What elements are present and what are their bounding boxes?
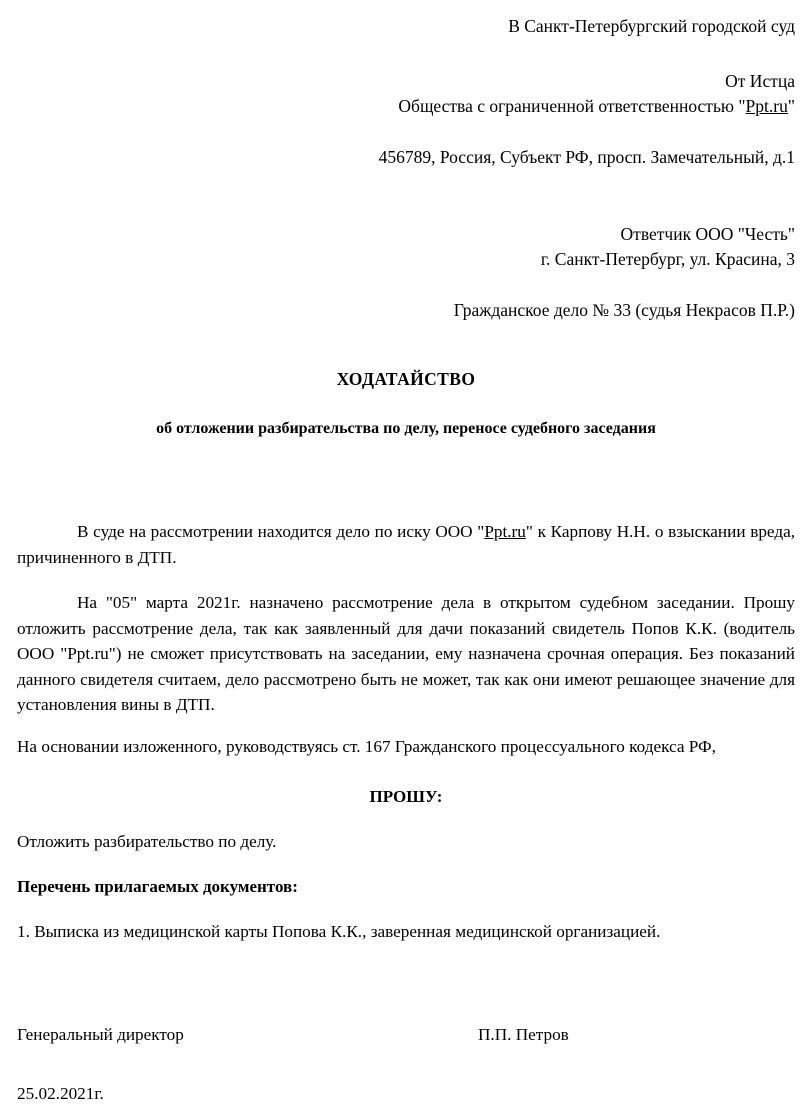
plaintiff-address-line: 456789, Россия, Субъект РФ, просп. Замечательный, д.1 bbox=[378, 147, 795, 167]
plaintiff-company-link: Ppt.ru bbox=[745, 96, 788, 116]
addressee-header bbox=[17, 0, 795, 323]
signer-position: Генеральный директор bbox=[17, 1025, 184, 1044]
para1-text-before: В суде на рассмотрении находится дело по иску ООО " bbox=[77, 522, 485, 541]
plaintiff-prefix: Общества с ограниченной ответственностью " bbox=[398, 96, 746, 116]
attachments-heading: Перечень прилагаемых документов: bbox=[17, 876, 298, 896]
defendant-address-line: г. Санкт-Петербург, ул. Красина, 3 bbox=[540, 249, 795, 269]
request-text: Отложить разбирательство по делу. bbox=[17, 832, 277, 851]
body-paragraph-3: На основании изложенного, руководствуясь ст. 167 Гражданского процессуального кодекса РФ, bbox=[17, 736, 716, 756]
attachment-item: 1. Выписка из медицинской карты Попова К.К., заверенная медицинской организацией. bbox=[17, 921, 661, 941]
plaintiff-name-line bbox=[17, 94, 795, 119]
request-heading: ПРОШУ: bbox=[369, 787, 443, 806]
from-label: От Истца bbox=[725, 71, 795, 91]
document-subtitle: об отложении разбирательства по делу, переносе судебного заседания bbox=[156, 420, 656, 437]
body-paragraph-2: На "05" марта 2021г. назначено рассмотрение дела в открытом судебном заседании. Прошу отложить рассмотрение дела, так как заявленный для дачи показаний свидетель Попов К.К. (водитель ООО "Ppt.ru") не сможет присутствовать на заседании, ему назначена срочная операция. Без показаний данного свидетеля считаем, дело рассмотрено быть не может, так как они имеют решающее значение для установления вины в ДТП. bbox=[17, 593, 795, 714]
signature-row bbox=[17, 1022, 795, 1047]
para1-company-link: Ppt.ru bbox=[484, 522, 526, 541]
court-name-line: В Санкт-Петербургский городской суд bbox=[508, 16, 795, 36]
document-title: ХОДАТАЙСТВО bbox=[336, 369, 476, 389]
plaintiff-suffix: " bbox=[787, 96, 795, 116]
signer-name: П.П. Петров bbox=[478, 1025, 569, 1044]
defendant-name-line: Ответчик ООО "Честь" bbox=[620, 224, 795, 244]
signature-date: 25.02.2021г. bbox=[17, 1084, 104, 1103]
case-number-line: Гражданское дело № 33 (судья Некрасов П.Р.) bbox=[453, 300, 795, 320]
body-paragraph-1 bbox=[17, 519, 795, 570]
para1-text-after: " к Карпову Н.Н. о взыскании вреда, причиненного в ДТП. bbox=[17, 522, 796, 567]
